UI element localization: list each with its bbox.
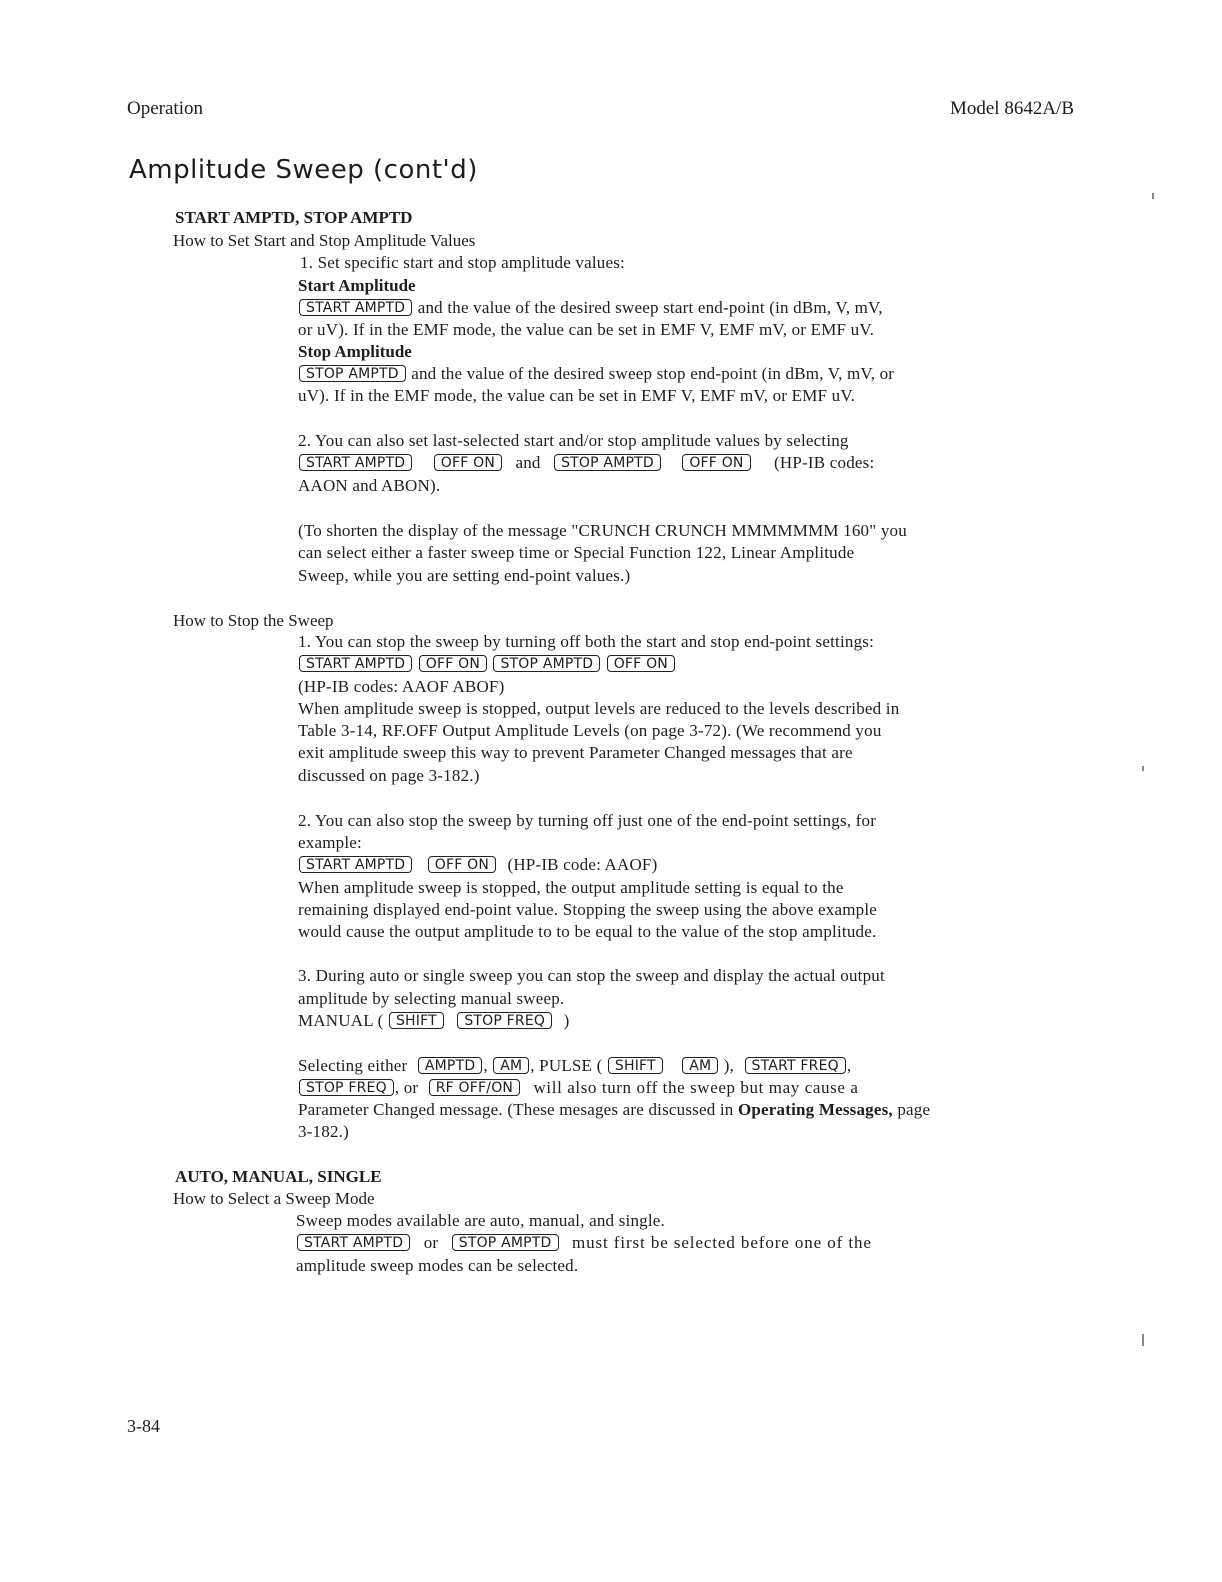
modes-line3: amplitude sweep modes can be selected. xyxy=(296,1256,579,1275)
start-amplitude-label: Start Amplitude xyxy=(298,276,416,295)
scan-mark xyxy=(1142,1334,1144,1346)
subheading-set-values: How to Set Start and Stop Amplitude Values xyxy=(173,231,476,250)
step2-line2 xyxy=(298,453,874,473)
selecting-line4: 3-182.) xyxy=(298,1122,349,1141)
subheading-stop-sweep: How to Stop the Sweep xyxy=(173,611,334,630)
stop-step1-para2: Table 3-14, RF.OFF Output Amplitude Levels (on page 3-72). (We recommend you xyxy=(298,721,882,740)
operating-messages-ref: Operating Messages, xyxy=(737,1100,893,1119)
stop-amptd-key[interactable]: STOP AMPTD xyxy=(299,365,406,382)
stop-step1-keys xyxy=(298,654,676,674)
stop-step1-codes: (HP-IB codes: AAOF ABOF) xyxy=(298,677,505,696)
section-heading-modes: AUTO, MANUAL, SINGLE xyxy=(175,1167,382,1186)
modes-line1: Sweep modes available are auto, manual, and single. xyxy=(296,1211,665,1230)
pulse-text: , PULSE ( xyxy=(530,1056,603,1075)
subheading-select-mode: How to Select a Sweep Mode xyxy=(173,1189,375,1208)
off-on-key[interactable]: OFF ON xyxy=(434,454,502,471)
running-header-section: Operation xyxy=(127,98,203,119)
stop-amptd-key[interactable]: STOP AMPTD xyxy=(452,1234,559,1251)
start-amptd-key[interactable]: START AMPTD xyxy=(299,454,412,471)
modes-line2 xyxy=(296,1233,872,1253)
modes-line2-text: must first be selected before one of the xyxy=(571,1233,872,1252)
stop-amptd-key[interactable]: STOP AMPTD xyxy=(493,655,600,672)
off-on-key[interactable]: OFF ON xyxy=(682,454,750,471)
off-on-key[interactable]: OFF ON xyxy=(428,856,496,873)
rf-off-on-key[interactable]: RF OFF/ON xyxy=(429,1079,520,1096)
start-freq-key[interactable]: START FREQ xyxy=(745,1057,846,1074)
stop-step2-para2: remaining displayed end-point value. Stopping the sweep using the above example xyxy=(298,900,878,919)
shift-key[interactable]: SHIFT xyxy=(389,1012,444,1029)
stop-step2-keys xyxy=(298,855,657,875)
stop-amplitude-line2: uV). If in the EMF mode, the value can be set in EMF V, EMF mV, or EMF uV. xyxy=(298,386,856,405)
scan-mark xyxy=(1152,193,1154,199)
note-line3: Sweep, while you are setting end-point values.) xyxy=(298,566,631,585)
stop-amplitude-line1 xyxy=(298,364,894,384)
off-on-key[interactable]: OFF ON xyxy=(419,655,487,672)
stop-freq-key[interactable]: STOP FREQ xyxy=(457,1012,552,1029)
stop-step2-line2: example: xyxy=(298,833,362,852)
manual-sequence xyxy=(298,1011,569,1031)
start-amplitude-line1 xyxy=(298,298,883,318)
step2-line1: 2. You can also set last-selected start and/or stop amplitude values by selecting xyxy=(298,431,849,450)
or-word: or xyxy=(423,1233,439,1252)
stop-step3-line2: amplitude by selecting manual sweep. xyxy=(298,989,565,1008)
start-amplitude-text: and the value of the desired sweep start end-point (in dBm, V, mV, xyxy=(417,298,883,317)
stop-amptd-key[interactable]: STOP AMPTD xyxy=(554,454,661,471)
stop-step1-text: 1. You can stop the sweep by turning off both the start and stop end-point settings: xyxy=(298,632,875,651)
manual-close: ) xyxy=(563,1011,570,1030)
step2-line3: AAON and ABON). xyxy=(298,476,441,495)
stop-amplitude-label: Stop Amplitude xyxy=(298,342,412,361)
start-amptd-key[interactable]: START AMPTD xyxy=(299,655,412,672)
selecting-line3-text: Parameter Changed message. (These mesages are discussed in xyxy=(298,1100,734,1119)
comma: , xyxy=(483,1056,488,1075)
start-amplitude-line2: or uV). If in the EMF mode, the value can be set in EMF V, EMF mV, or EMF uV. xyxy=(298,320,875,339)
stop-step2-line1: 2. You can also stop the sweep by turning off just one of the end-point settings, for xyxy=(298,811,877,830)
am-key[interactable]: AM xyxy=(493,1057,529,1074)
step1-intro: 1. Set specific start and stop amplitude values: xyxy=(300,253,625,272)
selecting-line1 xyxy=(298,1056,851,1076)
stop-step2-para3: would cause the output amplitude to to be equal to the value of the stop amplitude. xyxy=(298,922,877,941)
stop-step1-para3: exit amplitude sweep this way to prevent Parameter Changed messages that are xyxy=(298,743,853,762)
start-amptd-key[interactable]: START AMPTD xyxy=(299,856,412,873)
page-number: 3-84 xyxy=(127,1416,160,1436)
shift-key[interactable]: SHIFT xyxy=(608,1057,663,1074)
stop-step1-para1: When amplitude sweep is stopped, output levels are reduced to the levels described in xyxy=(298,699,900,718)
page-word: page xyxy=(897,1100,931,1119)
stop-freq-key[interactable]: STOP FREQ xyxy=(299,1079,394,1096)
or-text: , or xyxy=(394,1078,419,1097)
note-line2: can select either a faster sweep time or Special Function 122, Linear Amplitude xyxy=(298,543,855,562)
section-heading-start-stop: START AMPTD, STOP AMPTD xyxy=(175,208,413,227)
page-title: Amplitude Sweep (cont'd) xyxy=(129,155,478,185)
am-key[interactable]: AM xyxy=(682,1057,718,1074)
amptd-key[interactable]: AMPTD xyxy=(418,1057,482,1074)
running-header-model: Model 8642A/B xyxy=(949,98,1074,119)
hpib-codes-label: (HP-IB codes: xyxy=(774,453,875,472)
hpib-code: (HP-IB code: AAOF) xyxy=(507,855,658,874)
manual-label: MANUAL ( xyxy=(298,1011,384,1030)
stop-step3-line1: 3. During auto or single sweep you can stop the sweep and display the actual output xyxy=(298,966,885,985)
comma: , xyxy=(846,1056,852,1075)
note-line1: (To shorten the display of the message "CRUNCH CRUNCH MMMMMMM 160" you xyxy=(298,521,907,540)
stop-step2-para1: When amplitude sweep is stopped, the output amplitude setting is equal to the xyxy=(298,878,844,897)
and-word: and xyxy=(515,453,541,472)
selecting-line3 xyxy=(298,1100,930,1120)
start-amptd-key[interactable]: START AMPTD xyxy=(297,1234,410,1251)
selecting-text: Selecting either xyxy=(298,1056,408,1075)
start-amptd-key[interactable]: START AMPTD xyxy=(299,299,412,316)
scan-mark xyxy=(1142,766,1144,771)
close-paren: ), xyxy=(723,1056,735,1075)
selecting-line2 xyxy=(298,1078,858,1098)
off-on-key[interactable]: OFF ON xyxy=(607,655,675,672)
stop-step1-para4: discussed on page 3-182.) xyxy=(298,766,480,785)
stop-amplitude-text: and the value of the desired sweep stop end-point (in dBm, V, mV, or xyxy=(411,364,895,383)
selecting-rest: will also turn off the sweep but may cause a xyxy=(533,1078,859,1097)
